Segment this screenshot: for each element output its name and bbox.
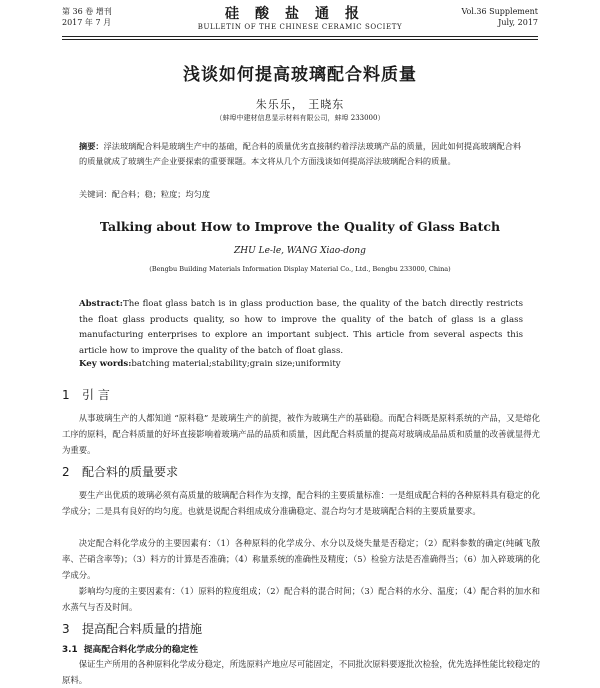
affiliation-en: (Bengbu Building Materials Information Display Material Co., Ltd., Bengbu 233000, China): [149, 265, 451, 273]
date-en: July, 2017: [498, 18, 538, 27]
section-1-heading: [62, 386, 110, 403]
authors-cn: 朱乐乐， 王晓东: [255, 98, 345, 111]
keywords-cn: [79, 189, 210, 200]
running-header: [62, 6, 538, 34]
keywords-label-cn: 关键词：: [79, 189, 112, 199]
section-number: 1: [62, 388, 70, 402]
header-rule-thick: [62, 36, 538, 37]
date-cn: 2017 年 7 月: [62, 18, 112, 27]
volume-cn: 第 36 卷 增刊: [62, 7, 112, 16]
abstract-label-en: Abstract:: [79, 299, 123, 309]
keywords-text-cn: 配合料；稳；粒度；均匀度: [111, 189, 211, 199]
abstract-cn: [79, 139, 523, 169]
abstract-text-cn: 浮法玻璃配合料是玻璃生产中的基础，配合料的质量优劣直接制约着浮法玻璃产品的质量，因此如何提高玻璃配合料的质量就成了玻璃生产企业要探索的重要课题。本文将从几个方面浅谈如何提高浮法玻璃配合料的质量。: [79, 141, 522, 166]
keywords-text-en: batching material;stability;grain size;uniformity: [131, 359, 341, 369]
authors-en: ZHU Le-le, WANG Xiao-dong: [234, 246, 366, 256]
section-number: 2: [62, 465, 70, 479]
section-title: 提高配合料质量的措施: [82, 622, 203, 636]
abstract-en: [79, 297, 523, 359]
section-1-paragraph: 从事玻璃生产的人都知道 “原料稳” 是玻璃生产的前提，被作为玻璃生产的基础稳。而配合料既是原料系统的产品，又是熔化工序的原料，配合料质量的好坏直接影响着玻璃产品的品质和质量，因此配合料质量的提高对玻璃成品品质和质量的改善就显得尤为重要。: [62, 413, 540, 455]
section-2-paragraph-2: 决定配合料化学成分的主要因素有：（1）各种原料的化学成分、水分以及烧失量是否稳定；（2）配料参数的确定(纯碱飞散率、芒硝含率等)；（3）料方的计算是否准确；（4）称量系统的准确性及精度；（5）检验方法是否准确得当；（6）加入碎玻璃的化学成分。: [62, 538, 540, 580]
section-2-heading: [62, 463, 178, 480]
journal-name-en: BULLETIN OF THE CHINESE CERAMIC SOCIETY: [197, 23, 403, 31]
section-number: 3: [62, 622, 70, 636]
header-right: [461, 6, 538, 28]
abstract-text-en: The float glass batch is in glass production base, the quality of the batch directly restricts the float glass products quality, so how to improve the quality of the batch of glass is a glass manufacturing enterprises to explore an important subject. This article from several aspects this article how to improve the quality of the batch of float glass.: [79, 299, 523, 356]
section-3-heading: [62, 620, 202, 637]
section-2-paragraph-3: 影响均匀度的主要因素有：（1）原料的粒度组成；（2）配合料的混合时间；（3）配合料的水分、温度；（4）配合料的加水和水蒸气与否及时间。: [62, 586, 540, 612]
subsection-title: 提高配合料化学成分的稳定性: [83, 645, 199, 655]
affiliation-cn: （蚌埠中建材信息显示材料有限公司，蚌埠 233000）: [215, 114, 385, 122]
header-rule-thin: [62, 39, 538, 40]
subsection-3-1-paragraph: 保证生产所用的各种原料化学成分稳定，所选原料产地应尽可能固定，不同批次原料要逐批次检验，优先选择性能比较稳定的原料。: [62, 659, 540, 685]
subsection-3-1-heading: [62, 642, 198, 655]
volume-en: Vol.36 Supplement: [461, 7, 538, 16]
abstract-label-cn: 摘要：: [79, 141, 104, 151]
section-title: 引 言: [82, 388, 110, 402]
paper-title-cn: 浅谈如何提高玻璃配合料质量: [183, 65, 417, 85]
section-2-paragraph-1: 要生产出优质的玻璃必须有高质量的玻璃配合料作为支撑，配合料的主要质量标准：一是组成配合料的各种原料具有稳定的化学成分；二是具有良好的均匀度。也就是说配合料组成成分准确稳定、混合均匀才是玻璃配合料的主要质量要求。: [62, 490, 540, 516]
keywords-en: [79, 359, 341, 369]
subsection-number: 3.1: [62, 645, 78, 655]
journal-name-cn: 硅酸盐通报: [225, 6, 375, 22]
section-title: 配合料的质量要求: [82, 465, 179, 479]
keywords-label-en: Key words:: [79, 359, 132, 369]
paper-title-en: Talking about How to Improve the Quality of Glass Batch: [99, 219, 501, 234]
